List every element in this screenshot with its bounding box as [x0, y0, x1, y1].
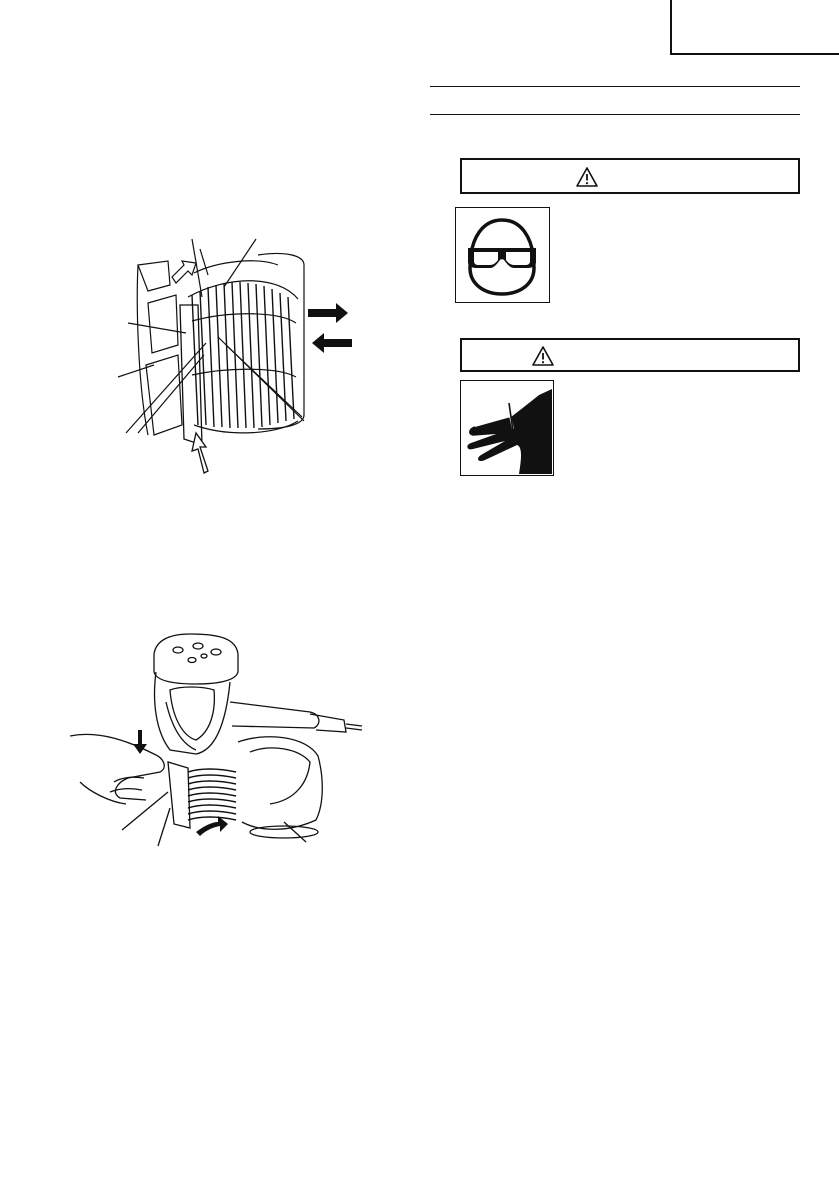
safety-glasses-pictogram [455, 207, 550, 303]
hand-puncture-icon [461, 381, 552, 474]
section-rule-top [430, 86, 800, 87]
warning-triangle-icon [575, 166, 599, 188]
coil-nailer-loading-figure [70, 632, 370, 847]
page-tab-marker [670, 0, 839, 55]
warning-box-2 [460, 338, 800, 372]
hand-hazard-pictogram [460, 380, 554, 476]
warning-box-1 [460, 158, 800, 194]
nail-coil-magazine-figure [108, 225, 358, 475]
safety-glasses-icon [456, 208, 548, 301]
section-rule-bottom [430, 114, 800, 115]
warning-triangle-icon [531, 345, 555, 367]
